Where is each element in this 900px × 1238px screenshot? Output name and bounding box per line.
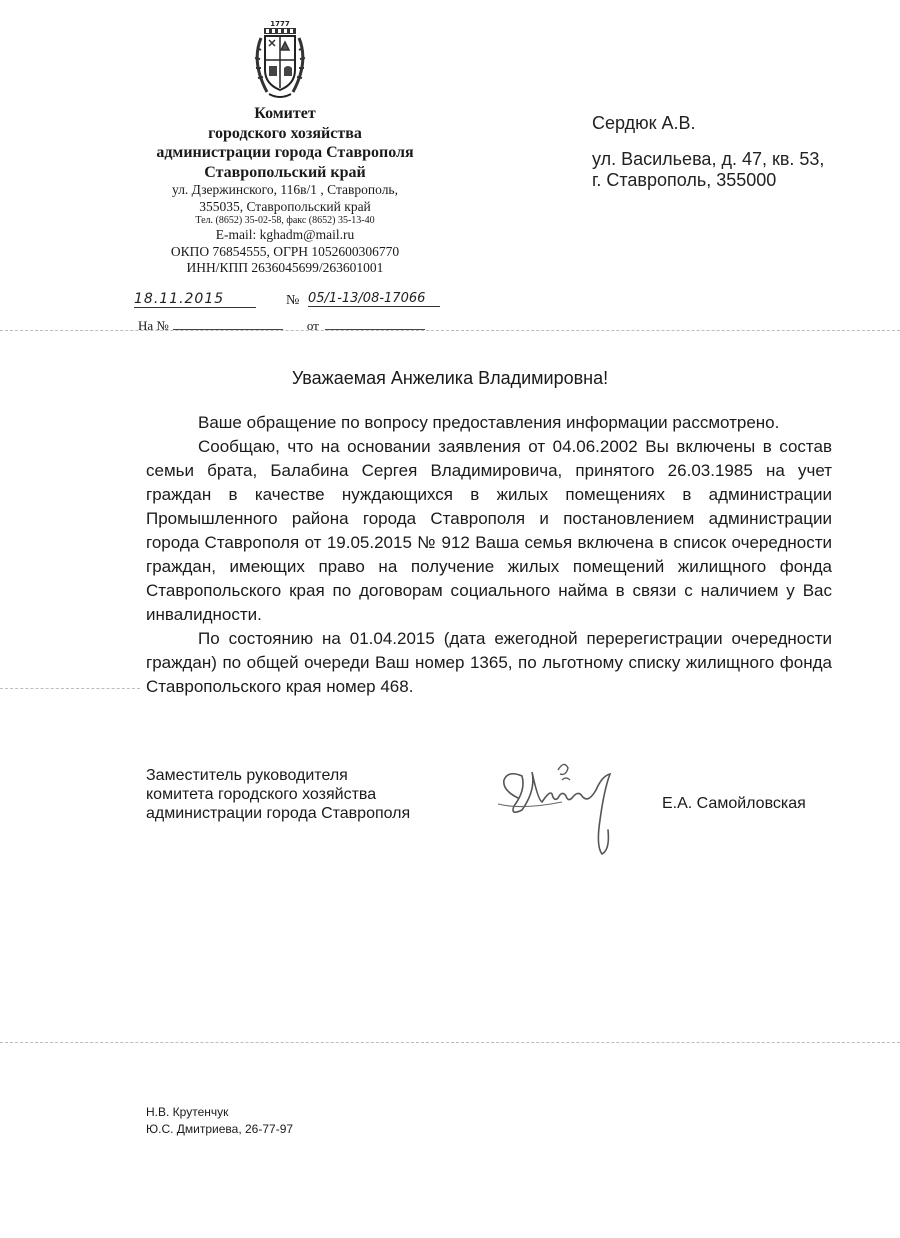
body-paragraph: Ваше обращение по вопросу предоставления информации рассмотрено. xyxy=(198,413,780,432)
registration-date: 18.11.2015 xyxy=(134,291,256,308)
sender-okpo: ОКПО 76854555, ОГРН 1052600306770 xyxy=(170,243,400,259)
sender-email: E-mail: kghadm@mail.ru xyxy=(215,227,355,243)
letter-body xyxy=(146,411,832,699)
sender-name-line: городского хозяйства xyxy=(208,124,362,142)
sender-name-line: Ставропольский край xyxy=(204,163,366,181)
recipient-address-line: ул. Васильева, д. 47, кв. 53, xyxy=(592,148,825,169)
sender-name-line: администрации города Ставрополя xyxy=(156,144,414,162)
executor-line: Н.В. Крутенчук xyxy=(146,1105,229,1119)
signer-title-line: комитета городского хозяйства xyxy=(146,786,377,803)
sender-name-line: Комитет xyxy=(254,105,316,122)
executor-line: Ю.С. Дмитриева, 26-77-97 xyxy=(146,1122,294,1136)
reference-row xyxy=(138,318,425,334)
recipient-name: Сердюк А.В. xyxy=(592,113,696,133)
sender-address-line: 355035, Ставропольский край xyxy=(199,198,371,214)
reference-prefix: На № xyxy=(138,318,169,333)
sender-address-line: ул. Дзержинского, 116в/1 , Ставрополь, xyxy=(172,182,398,198)
signer-title-line: Заместитель руководителя xyxy=(146,767,348,784)
coat-of-arms-icon xyxy=(247,18,313,100)
scan-artifact xyxy=(0,330,900,331)
reference-number-blank xyxy=(173,319,283,330)
scan-artifact xyxy=(0,688,140,689)
signer-title xyxy=(146,766,410,823)
sender-phone: Тел. (8652) 35-02-58, факс (8652) 35-13-40 xyxy=(195,215,375,226)
registration-number: 05/1-13/08-17066 xyxy=(308,291,440,307)
emblem-year: 1777 xyxy=(270,20,290,28)
signer-name: Е.А. Самойловская xyxy=(662,795,806,812)
reference-date-blank xyxy=(325,319,425,330)
sender-inn: ИНН/КПП 2636045699/263601001 xyxy=(186,260,384,276)
reference-from: от xyxy=(306,318,319,333)
salutation: Уважаемая Анжелика Владимировна! xyxy=(291,368,609,388)
body-paragraph: Сообщаю, что на основании заявления от 04.06.2002 Вы включены в состав семьи брата, Балабина Сергея Владимировича, принятого 26.03.1985 на учет граждан в качестве нуждающихся в жилых помещениях в администрации Промышленного района города Ставрополя и постановлением администрации города Ставрополя от 19.05.2015 № 912 Ваша семья включена в список очередности граждан, имеющих право на получение жилых помещений жилищного фонда Ставропольского края по договорам социального найма в связи с наличием у Вас инвалидности. xyxy=(146,437,832,624)
handwritten-signature xyxy=(492,750,642,860)
body-paragraph: По состоянию на 01.04.2015 (дата ежегодной перерегистрации очередности граждан) по общей очереди Ваш номер 1365, по льготному списку жилищного фонда Ставропольского края номер 468. xyxy=(146,629,832,696)
executors xyxy=(146,1104,293,1138)
recipient-block xyxy=(592,113,824,192)
scan-artifact xyxy=(0,1042,900,1043)
recipient-gap xyxy=(592,135,824,149)
registration-number-sign: № xyxy=(286,293,300,308)
sender-block xyxy=(110,104,460,277)
recipient-address-line: г. Ставрополь, 355000 xyxy=(592,170,777,191)
signer-title-line: администрации города Ставрополя xyxy=(146,805,411,822)
